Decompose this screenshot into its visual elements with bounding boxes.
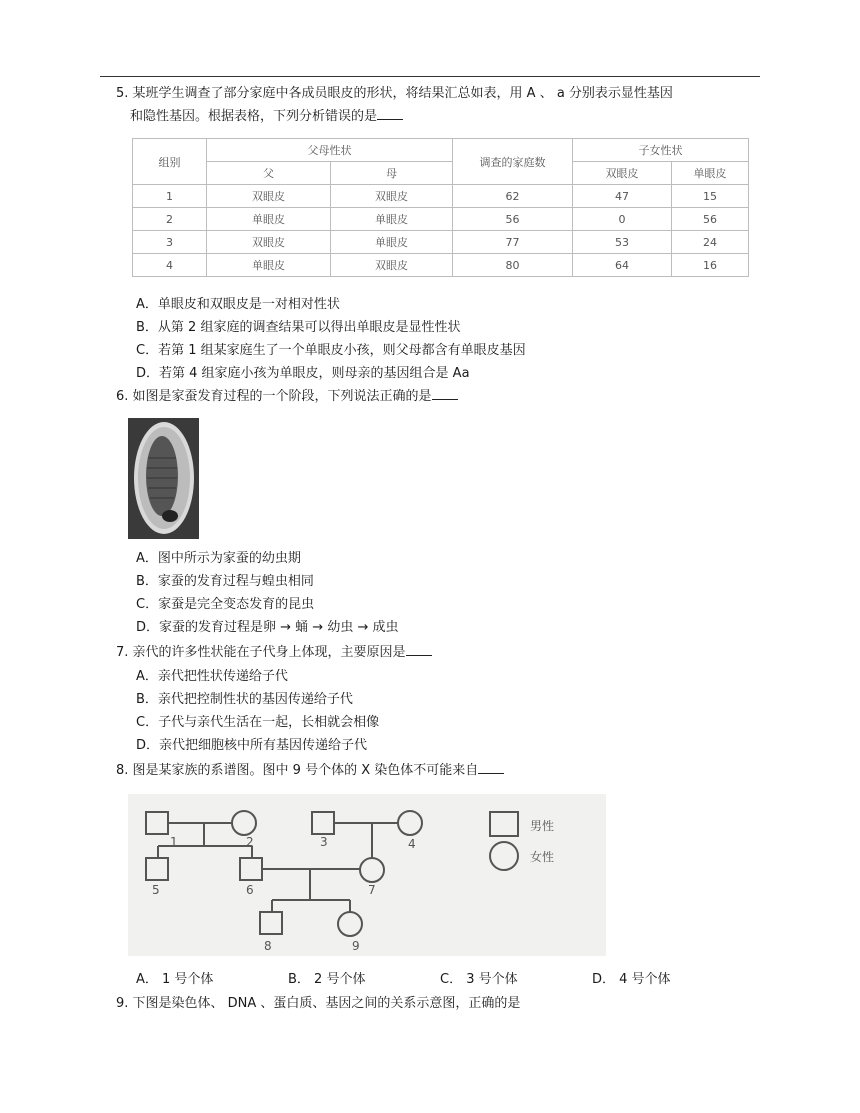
q6-option-d[interactable]: D．家蚕的发育过程是卵 → 蛹 → 幼虫 → 成虫 <box>136 620 399 635</box>
cell-mother: 双眼皮 <box>331 254 453 277</box>
individual-4-female <box>398 811 422 835</box>
q5-stem-line2: 和隐性基因。根据表格，下列分析错误的是 <box>130 107 403 127</box>
table-row <box>133 185 749 208</box>
cell-father: 双眼皮 <box>207 231 331 254</box>
individual-2-female <box>232 811 256 835</box>
cell-group: 3 <box>133 231 207 254</box>
cell-mother: 单眼皮 <box>331 208 453 231</box>
num-5: 5 <box>152 883 160 897</box>
cell-double: 0 <box>573 208 672 231</box>
th-children: 子女性状 <box>573 139 749 162</box>
cell-single: 16 <box>672 254 749 277</box>
answer-blank[interactable] <box>432 387 458 400</box>
cell-father: 单眼皮 <box>207 208 331 231</box>
num-9: 9 <box>352 939 360 953</box>
table-row <box>133 254 749 277</box>
q6-option-c[interactable]: C．家蚕是完全变态发育的昆虫 <box>136 597 315 612</box>
num-6: 6 <box>246 883 254 897</box>
q5-stem-line1: 5. 某班学生调查了部分家庭中各成员眼皮的形状，将结果汇总如表，用 A 、 a 分别表示显性基因 <box>116 86 673 101</box>
th-mother: 母 <box>331 162 453 185</box>
cell-count: 77 <box>453 231 573 254</box>
individual-1-male <box>146 812 168 834</box>
num-1: 1 <box>170 835 178 849</box>
table-row <box>133 231 749 254</box>
q5-table <box>132 138 749 277</box>
cell-father: 双眼皮 <box>207 185 331 208</box>
q6-option-a[interactable]: A．图中所示为家蚕的幼虫期 <box>136 551 301 566</box>
legend-male-square <box>490 812 518 836</box>
cell-count: 62 <box>453 185 573 208</box>
q7-option-a[interactable]: A．亲代把性状传递给子代 <box>136 669 288 684</box>
individual-8-male <box>260 912 282 934</box>
pedigree-diagram <box>128 794 606 956</box>
individual-7-female <box>360 858 384 882</box>
cell-single: 56 <box>672 208 749 231</box>
answer-blank[interactable] <box>377 107 403 120</box>
individual-5-male <box>146 858 168 880</box>
q5-option-d[interactable]: D．若第 4 组家庭小孩为单眼皮，则母亲的基因组合是 Aa <box>136 366 470 381</box>
q8-option-b[interactable]: B． 2 号个体 <box>288 972 366 987</box>
th-group: 组别 <box>133 139 207 185</box>
q8-option-a[interactable]: A． 1 号个体 <box>136 972 214 987</box>
cell-count: 56 <box>453 208 573 231</box>
num-3: 3 <box>320 835 328 849</box>
legend-female-circle <box>490 842 518 870</box>
answer-blank[interactable] <box>478 761 504 774</box>
individual-9-female <box>338 912 362 936</box>
cell-double: 53 <box>573 231 672 254</box>
q5-option-c[interactable]: C．若第 1 组某家庭生了一个单眼皮小孩，则父母都含有单眼皮基因 <box>136 343 526 358</box>
q8-option-c[interactable]: C． 3 号个体 <box>440 972 518 987</box>
cell-double: 47 <box>573 185 672 208</box>
cell-mother: 单眼皮 <box>331 231 453 254</box>
cell-single: 24 <box>672 231 749 254</box>
q6-option-b[interactable]: B．家蚕的发育过程与蝗虫相同 <box>136 574 314 589</box>
th-double: 双眼皮 <box>573 162 672 185</box>
answer-blank[interactable] <box>406 643 432 656</box>
individual-3-male <box>312 812 334 834</box>
cell-group: 1 <box>133 185 207 208</box>
cell-count: 80 <box>453 254 573 277</box>
cell-group: 2 <box>133 208 207 231</box>
table-row <box>133 208 749 231</box>
cell-mother: 双眼皮 <box>331 185 453 208</box>
q7-option-c[interactable]: C．子代与亲代生活在一起，长相就会相像 <box>136 715 380 730</box>
cell-group: 4 <box>133 254 207 277</box>
th-parents: 父母性状 <box>207 139 453 162</box>
num-4: 4 <box>408 837 416 851</box>
num-7: 7 <box>368 883 376 897</box>
q8-option-d[interactable]: D． 4 号个体 <box>592 972 671 987</box>
q7-option-d[interactable]: D．亲代把细胞核中所有基因传递给子代 <box>136 738 368 753</box>
individual-6-male <box>240 858 262 880</box>
num-8: 8 <box>264 939 272 953</box>
q6-stem: 6. 如图是家蚕发育过程的一个阶段，下列说法正确的是 <box>116 387 458 407</box>
q5-option-b[interactable]: B．从第 2 组家庭的调查结果可以得出单眼皮是显性性状 <box>136 320 461 335</box>
cell-double: 64 <box>573 254 672 277</box>
num-2: 2 <box>246 835 254 849</box>
q7-option-b[interactable]: B．亲代把控制性状的基因传递给子代 <box>136 692 353 707</box>
q5-option-a[interactable]: A．单眼皮和双眼皮是一对相对性状 <box>136 297 340 312</box>
q8-stem: 8. 图是某家族的系谱图。图中 9 号个体的 X 染色体不可能来自 <box>116 761 504 781</box>
th-count: 调查的家庭数 <box>453 139 573 185</box>
legend-female-label: 女性 <box>530 850 555 864</box>
cell-single: 15 <box>672 185 749 208</box>
legend-male-label: 男性 <box>530 819 555 833</box>
th-father: 父 <box>207 162 331 185</box>
cell-father: 单眼皮 <box>207 254 331 277</box>
q7-stem: 7. 亲代的许多性状能在子代身上体现，主要原因是 <box>116 643 432 663</box>
silkworm-pupa-image <box>128 418 199 539</box>
th-single: 单眼皮 <box>672 162 749 185</box>
q9-stem: 9. 下图是染色体、 DNA 、蛋白质、基因之间的关系示意图，正确的是 <box>116 996 521 1011</box>
header-rule <box>100 76 760 77</box>
